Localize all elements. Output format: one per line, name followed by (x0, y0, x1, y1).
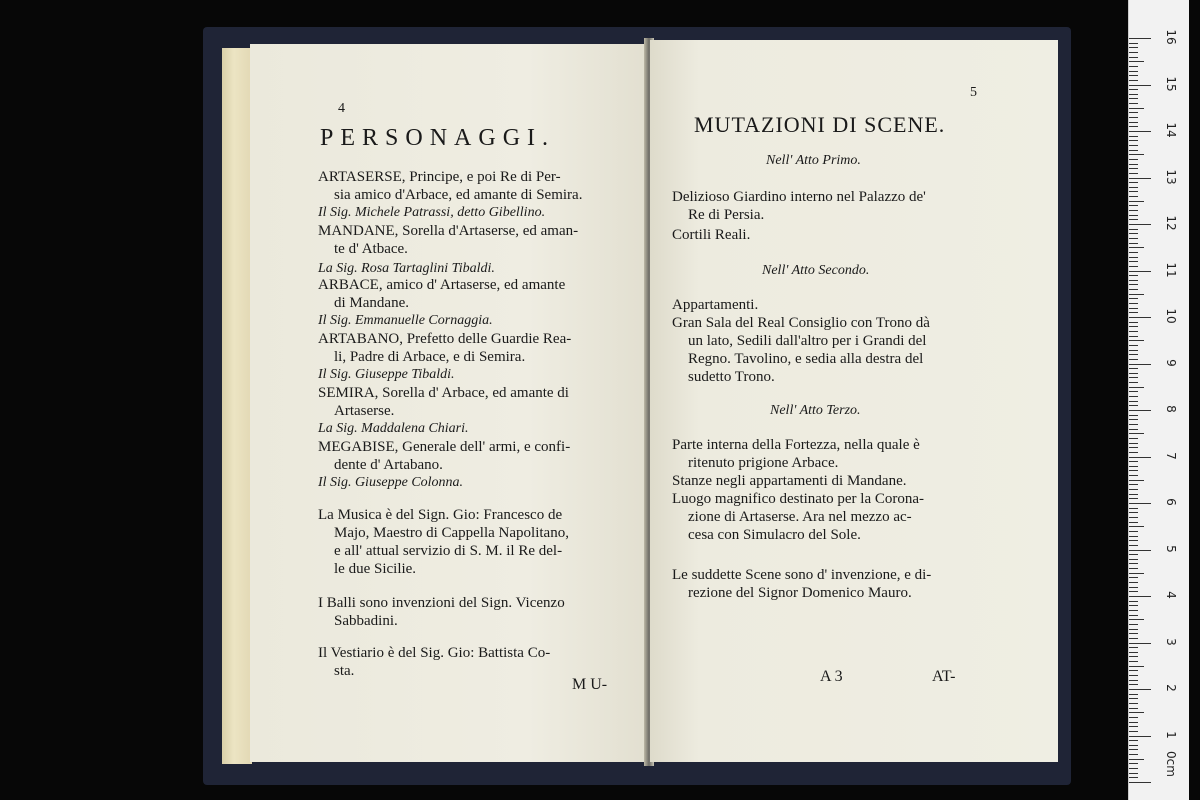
ruler-tick (1129, 489, 1138, 490)
ruler-tick (1129, 229, 1138, 230)
character-line: ARBACE, amico d' Artaserse, ed amante (318, 277, 566, 293)
page-edges (222, 48, 252, 764)
ruler-tick (1129, 191, 1138, 192)
ruler-tick (1129, 675, 1138, 676)
ruler-tick (1129, 568, 1138, 569)
text-line: le due Sicilie. (334, 561, 417, 577)
ruler-tick (1129, 563, 1138, 564)
ruler-number: 14 (1164, 122, 1178, 138)
ruler-tick (1129, 312, 1138, 313)
ruler-tick (1129, 136, 1138, 137)
ruler-tick (1129, 182, 1138, 183)
ruler-tick (1129, 168, 1138, 169)
ruler-tick (1129, 126, 1138, 127)
scene-line: Cortili Reali. (672, 227, 751, 243)
ruler-tick (1129, 131, 1151, 132)
ruler-tick (1129, 624, 1138, 625)
ruler-tick (1129, 178, 1151, 179)
ruler-tick (1129, 633, 1138, 634)
scene-line: Parte interna della Fortezza, nella quale è (672, 437, 920, 453)
ruler-tick (1129, 689, 1151, 690)
page-number: 4 (338, 101, 345, 116)
ruler-tick (1129, 415, 1138, 416)
ruler-tick (1129, 410, 1151, 411)
ruler-tick (1129, 522, 1138, 523)
ruler-tick (1129, 43, 1138, 44)
ruler-tick (1129, 661, 1138, 662)
ruler-tick (1129, 498, 1138, 499)
ruler-tick (1129, 419, 1138, 420)
ruler-tick (1129, 261, 1138, 262)
ruler-tick (1129, 89, 1138, 90)
ruler-tick (1129, 708, 1138, 709)
scene-line: sudetto Trono. (688, 369, 775, 385)
ruler-tick (1129, 545, 1138, 546)
ruler-tick (1129, 703, 1138, 704)
ruler-tick (1129, 103, 1138, 104)
page-title: PERSONAGGI. (320, 125, 556, 151)
ruler-tick (1129, 52, 1138, 53)
ruler-tick (1129, 484, 1138, 485)
ruler-tick (1129, 219, 1138, 220)
text-line: La Musica è del Sign. Gio: Francesco de (318, 507, 563, 523)
ruler-number: 2 (1164, 684, 1178, 692)
left-page (250, 44, 648, 762)
ruler-tick (1129, 173, 1138, 174)
ruler-tick (1129, 117, 1138, 118)
ruler-tick (1129, 582, 1138, 583)
ruler-tick (1129, 457, 1151, 458)
ruler-tick (1129, 354, 1138, 355)
ruler-number: 7 (1164, 451, 1178, 460)
text-line: Majo, Maestro di Cappella Napolitano, (334, 525, 569, 541)
ruler-tick (1129, 438, 1138, 439)
ruler-tick (1129, 722, 1138, 723)
ruler-tick (1129, 247, 1144, 248)
ruler-tick (1129, 345, 1138, 346)
page-title: MUTAZIONI DI SCENE. (694, 112, 946, 137)
character-line: sia amico d'Arbace, ed amante di Semira. (334, 187, 583, 203)
ruler-tick (1129, 98, 1138, 99)
text-line: I Balli sono invenzioni del Sign. Vicenzo (318, 595, 565, 611)
ruler-tick (1129, 759, 1144, 760)
ruler-tick (1129, 550, 1151, 551)
ruler-number: 10 (1164, 308, 1178, 324)
ruler-tick (1129, 740, 1138, 741)
ruler-tick (1129, 266, 1138, 267)
ruler-tick (1129, 364, 1151, 365)
scene-line: un lato, Sedili dall'altro per i Grandi del (688, 333, 927, 349)
ruler-tick (1129, 466, 1138, 467)
right-page (650, 40, 1058, 762)
text-line: sta. (334, 663, 355, 679)
ruler-tick (1129, 140, 1138, 141)
scene-line: zione di Artaserse. Ara nel mezzo ac- (688, 509, 912, 525)
ruler-tick (1129, 71, 1138, 72)
ruler-tick (1129, 210, 1138, 211)
ruler-tick (1129, 187, 1138, 188)
ruler-tick (1129, 257, 1138, 258)
character-line: ARTASERSE, Principe, e poi Re di Per- (318, 169, 561, 185)
ruler-tick (1129, 475, 1138, 476)
performer-line: Il Sig. Giuseppe Colonna. (318, 475, 464, 490)
ruler-tick (1129, 763, 1138, 764)
scene-line: Regno. Tavolino, e sedia alla destra del (688, 351, 924, 367)
ruler-tick (1129, 303, 1138, 304)
character-line: MANDANE, Sorella d'Artaserse, ed aman- (318, 223, 579, 239)
ruler-tick (1129, 233, 1138, 234)
scene-line: cesa con Simulacro del Sole. (688, 527, 861, 543)
ruler-number: 13 (1164, 168, 1178, 185)
ruler-tick (1129, 656, 1138, 657)
ruler-tick (1129, 577, 1138, 578)
catchword: M U- (572, 676, 608, 693)
ruler-tick (1129, 396, 1138, 397)
ruler-tick (1129, 629, 1138, 630)
ruler-tick (1129, 317, 1151, 318)
ruler-tick (1129, 289, 1138, 290)
ruler-number: 5 (1164, 544, 1178, 553)
ruler-tick (1129, 85, 1151, 86)
ruler-tick (1129, 768, 1138, 769)
ruler-tick (1129, 368, 1138, 369)
scene-line: Re di Persia. (688, 207, 765, 223)
ruler-tick (1129, 122, 1138, 123)
scene-line: Luogo magnifico destinato per la Corona- (672, 491, 925, 507)
ruler-tick (1129, 429, 1138, 430)
ruler-tick (1129, 159, 1138, 160)
ruler-tick (1129, 643, 1151, 644)
ruler-number: 16 (1164, 29, 1178, 45)
ruler-tick (1129, 38, 1151, 39)
ruler-tick (1129, 238, 1138, 239)
closing-line: Le suddette Scene sono d' invenzione, e di- (672, 567, 932, 583)
catchword: AT- (932, 668, 956, 685)
character-line: Artaserse. (334, 403, 395, 419)
performer-line: Il Sig. Michele Patrassi, detto Gibellino. (318, 205, 546, 220)
ruler-tick (1129, 531, 1138, 532)
ruler-tick (1129, 591, 1138, 592)
ruler-tick (1129, 154, 1144, 155)
ruler-tick (1129, 215, 1138, 216)
ruler-tick (1129, 712, 1144, 713)
ruler-tick (1129, 726, 1138, 727)
performer-line: La Sig. Maddalena Chiari. (318, 421, 469, 436)
ruler-tick (1129, 387, 1144, 388)
ruler-number: 9 (1164, 358, 1178, 367)
ruler-tick (1129, 382, 1138, 383)
character-line: dente d' Artabano. (334, 457, 443, 473)
ruler-tick (1129, 61, 1144, 62)
act-heading: Nell' Atto Primo. (766, 153, 861, 168)
ruler-tick (1129, 150, 1138, 151)
ruler-tick (1129, 512, 1138, 513)
ruler-tick (1129, 731, 1138, 732)
ruler-tick (1129, 452, 1138, 453)
ruler-tick (1129, 252, 1138, 253)
ruler-tick (1129, 340, 1144, 341)
ruler-tick (1129, 112, 1138, 113)
ruler-tick (1129, 373, 1138, 374)
ruler-tick (1129, 224, 1151, 225)
ruler-number: 8 (1164, 405, 1178, 413)
ruler-tick (1129, 66, 1138, 67)
ruler-tick (1129, 782, 1151, 783)
ruler-tick (1129, 736, 1151, 737)
ruler-tick (1129, 205, 1138, 206)
ruler-tick (1129, 777, 1138, 778)
ruler-tick (1129, 461, 1138, 462)
ruler-tick (1129, 666, 1144, 667)
performer-line: Il Sig. Emmanuelle Cornaggia. (318, 313, 493, 328)
scene-line: Appartamenti. (672, 297, 759, 313)
ruler-unit-label: 0cm (1164, 751, 1178, 777)
ruler-tick (1129, 494, 1138, 495)
character-line: MEGABISE, Generale dell' armi, e confi- (318, 439, 571, 455)
ruler-tick (1129, 647, 1138, 648)
ruler-tick (1129, 75, 1138, 76)
ruler-tick (1129, 554, 1138, 555)
ruler-tick (1129, 275, 1138, 276)
measurement-ruler (1128, 0, 1189, 800)
text-line: Il Vestiario è del Sig. Gio: Battista Co- (318, 645, 551, 661)
ruler-tick (1129, 573, 1144, 574)
ruler-tick (1129, 359, 1138, 360)
ruler-tick (1129, 391, 1138, 392)
scene-line: Gran Sala del Real Consiglio con Trono dà (672, 315, 930, 331)
ruler-tick (1129, 322, 1138, 323)
ruler-number: 12 (1164, 215, 1178, 231)
ruler-tick (1129, 201, 1144, 202)
closing-line: rezione del Signor Domenico Mauro. (688, 585, 912, 601)
ruler-tick (1129, 401, 1138, 402)
ruler-tick (1129, 280, 1138, 281)
character-line: li, Padre di Arbace, e di Semira. (334, 349, 526, 365)
ruler-tick (1129, 773, 1138, 774)
ruler-tick (1129, 443, 1138, 444)
ruler-tick (1129, 540, 1138, 541)
ruler-tick (1129, 447, 1138, 448)
ruler-tick (1129, 164, 1138, 165)
ruler-tick (1129, 424, 1138, 425)
scene-line: Stanze negli appartamenti di Mandane. (672, 473, 907, 489)
text-line: Sabbadini. (334, 613, 398, 629)
ruler-tick (1129, 559, 1138, 560)
ruler-tick (1129, 717, 1138, 718)
ruler-tick (1129, 684, 1138, 685)
act-heading: Nell' Atto Secondo. (762, 263, 870, 278)
ruler-tick (1129, 680, 1138, 681)
character-line: SEMIRA, Sorella d' Arbace, ed amante di (318, 385, 569, 401)
ruler-tick (1129, 698, 1138, 699)
ruler-tick (1129, 94, 1138, 95)
ruler-number: 11 (1164, 261, 1178, 278)
ruler-tick (1129, 298, 1138, 299)
ruler-tick (1129, 377, 1138, 378)
character-line: te d' Atbace. (334, 241, 408, 257)
ruler-tick (1129, 80, 1138, 81)
page-number: 5 (970, 85, 977, 100)
ruler-tick (1129, 331, 1138, 332)
ruler-tick (1129, 652, 1138, 653)
ruler-number: 3 (1164, 637, 1178, 646)
ruler-tick (1129, 480, 1144, 481)
ruler-tick (1129, 517, 1138, 518)
ruler-tick (1129, 326, 1138, 327)
ruler-tick (1129, 405, 1138, 406)
ruler-tick (1129, 433, 1144, 434)
character-line: di Mandane. (334, 295, 409, 311)
scene-line: Delizioso Giardino interno nel Palazzo de' (672, 189, 926, 205)
ruler-number: 15 (1164, 75, 1178, 92)
ruler-tick (1129, 754, 1138, 755)
character-line: ARTABANO, Prefetto delle Guardie Rea- (318, 331, 572, 347)
ruler-tick (1129, 57, 1138, 58)
ruler-tick (1129, 108, 1144, 109)
ruler-tick (1129, 638, 1138, 639)
ruler-tick (1129, 605, 1138, 606)
ruler-tick (1129, 619, 1144, 620)
scene-line: ritenuto prigione Arbace. (688, 455, 839, 471)
ruler-tick (1129, 336, 1138, 337)
ruler-number: 1 (1164, 730, 1178, 739)
ruler-tick (1129, 745, 1138, 746)
ruler-tick (1129, 508, 1138, 509)
performer-line: Il Sig. Giuseppe Tibaldi. (318, 367, 455, 382)
ruler-tick (1129, 47, 1138, 48)
ruler-tick (1129, 350, 1138, 351)
ruler-tick (1129, 196, 1138, 197)
performer-line: La Sig. Rosa Tartaglini Tibaldi. (318, 261, 495, 276)
ruler-tick (1129, 694, 1138, 695)
ruler-tick (1129, 601, 1138, 602)
ruler-tick (1129, 615, 1138, 616)
ruler-number: 4 (1164, 591, 1178, 599)
ruler-tick (1129, 271, 1151, 272)
text-line: e all' attual servizio di S. M. il Re del- (334, 543, 563, 559)
ruler-tick (1129, 610, 1138, 611)
ruler-tick (1129, 470, 1138, 471)
ruler-tick (1129, 526, 1144, 527)
ruler-tick (1129, 596, 1151, 597)
ruler-tick (1129, 587, 1138, 588)
ruler-tick (1129, 243, 1138, 244)
ruler-tick (1129, 503, 1151, 504)
ruler-tick (1129, 294, 1144, 295)
ruler-tick (1129, 749, 1138, 750)
ruler-tick (1129, 308, 1138, 309)
ruler-tick (1129, 145, 1138, 146)
ruler-tick (1129, 670, 1138, 671)
ruler-tick (1129, 536, 1138, 537)
ruler-number: 6 (1164, 498, 1178, 506)
act-heading: Nell' Atto Terzo. (770, 403, 861, 418)
ruler-tick (1129, 284, 1138, 285)
signature-mark: A 3 (820, 668, 843, 685)
